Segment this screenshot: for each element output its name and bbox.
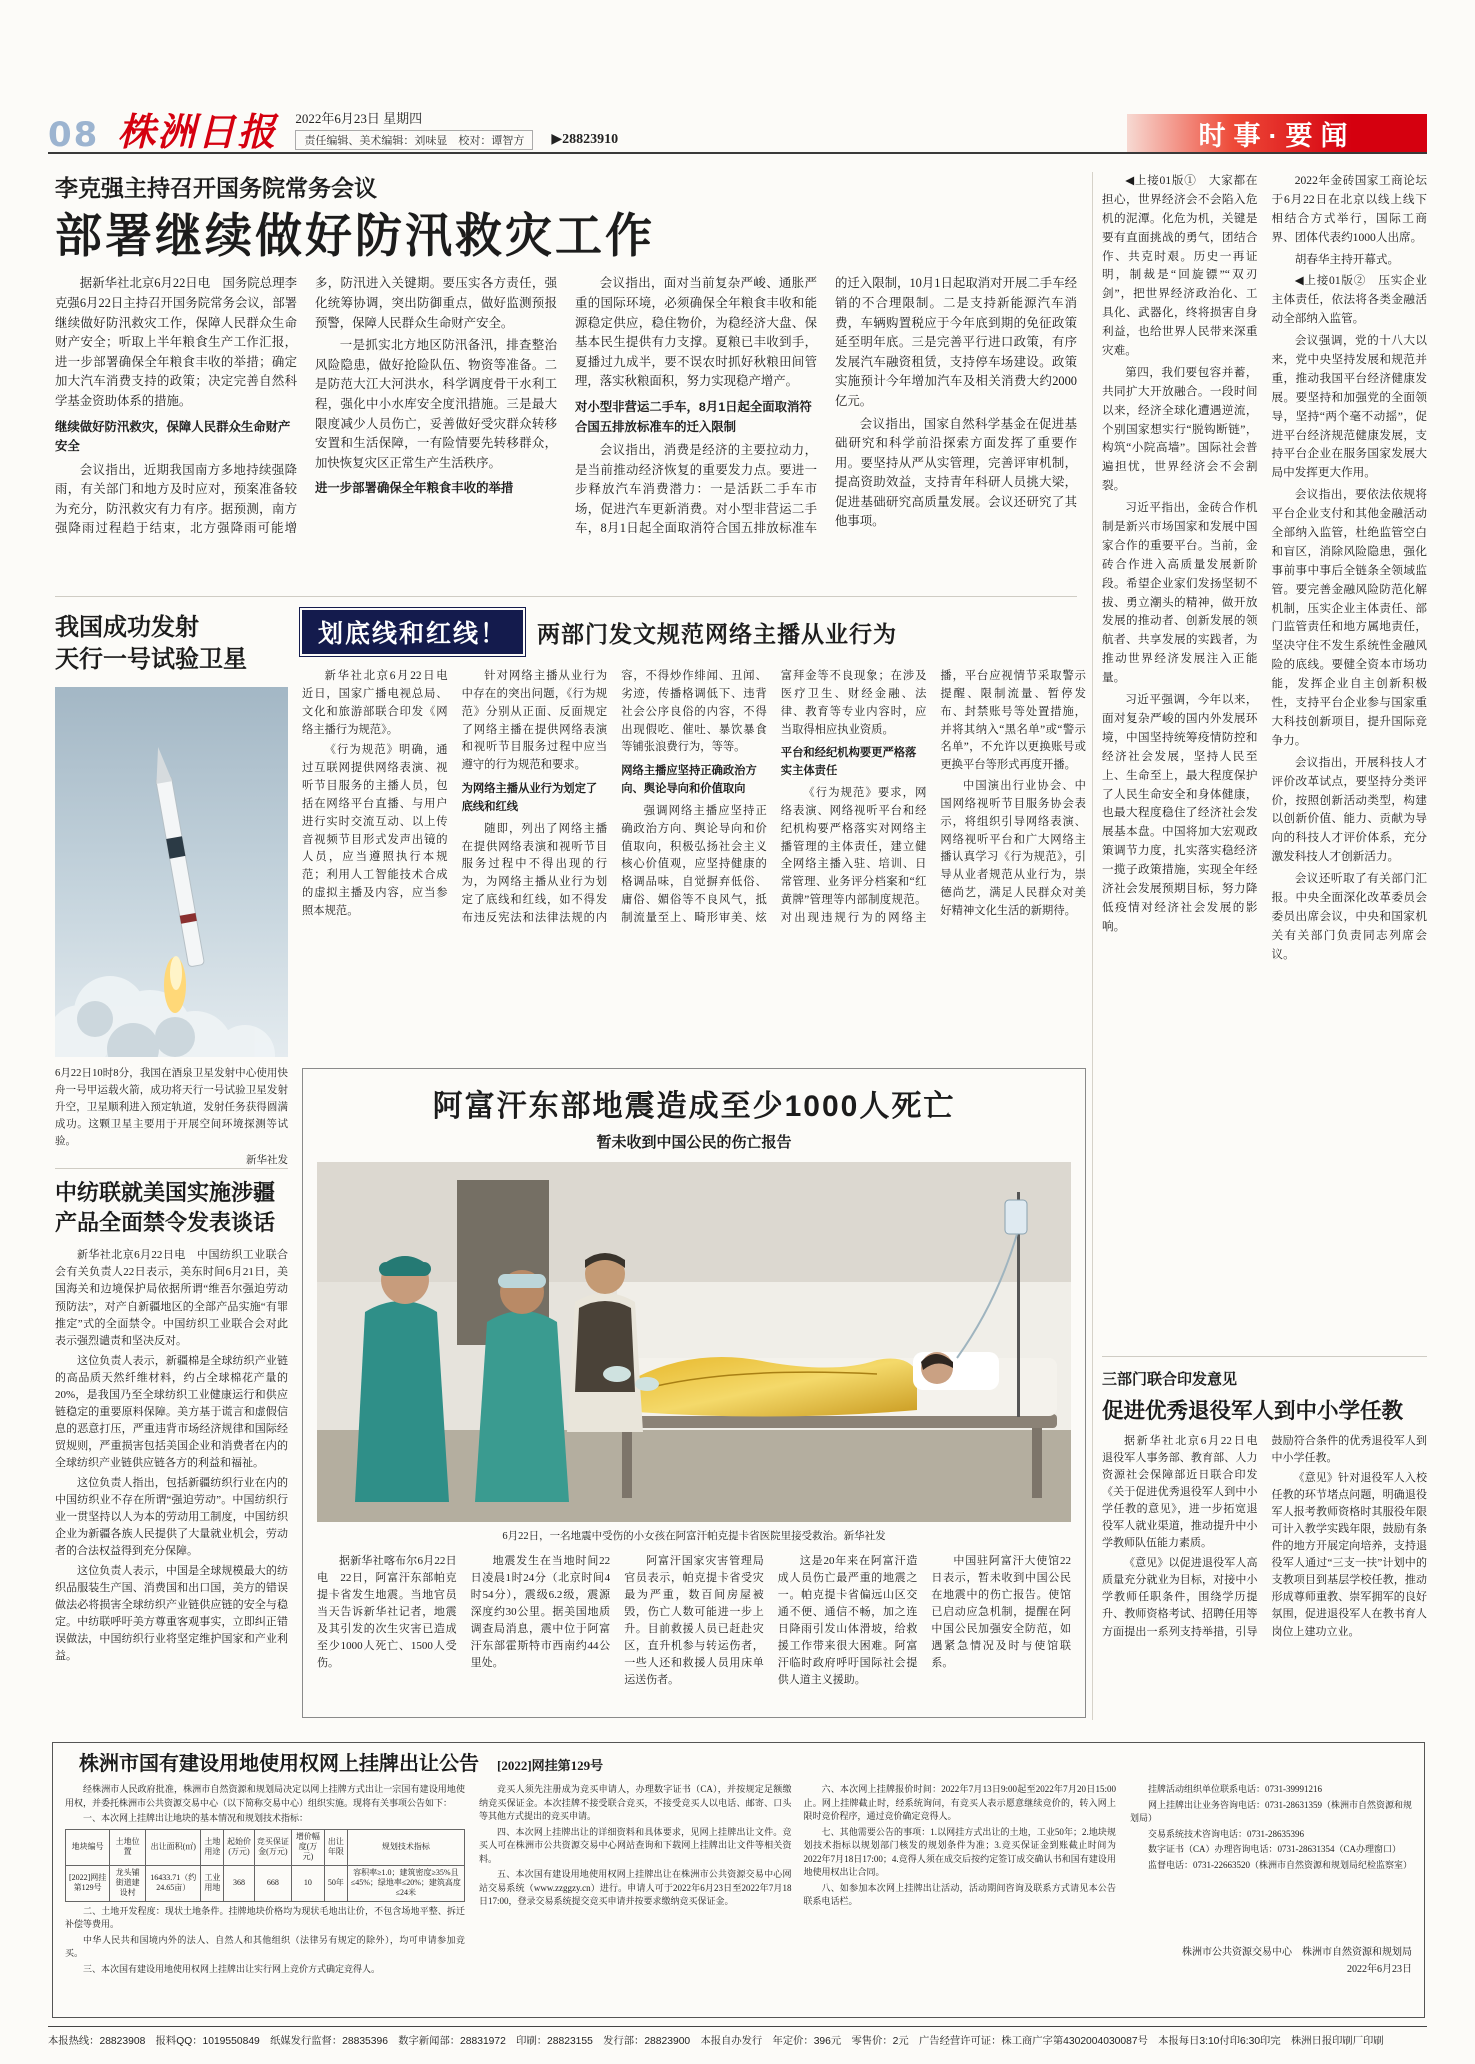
footer-info: 本报热线：28823908 报料QQ：1019550849 纸媒发行监督：28835396 数字新闻部：28831972 印刷：28823155 发行部：28823900 本报自办发行 年定价：396元 零售价：2元 广告经营许可证：株工商广字第4302004030087号 本报每日3:10付印6:30印完 株洲日报印刷厂印刷: [48, 2036, 1384, 2047]
table-cell: 10: [291, 1865, 324, 1901]
article-paragraph: 这位负责人表示，新疆棉是全球纺织产业链的高品质天然纤维材料，约占全球棉花产量的20%，是我国乃至全球纺织工业健康运行和供应链稳定的重要原料保障。美方基于谎言和虚假信息的恶意打压，严重违背市场经济规律和国际经贸规则，严重损害包括美国企业和消费者在内的全球纺织产业链供应链各方的利益和福祉。: [55, 1354, 288, 1469]
notice-title: 株洲市国有建设用地使用权网上挂牌出让公告: [79, 1753, 479, 1775]
article-paragraph: 新华社北京6月22日电 近日，国家广播电视总局、文化和旅游部联合印发《网络主播行为规范》。: [302, 670, 459, 736]
article-paragraph: 会议还听取了有关部门汇报。中央全面深化改革委员会委员出席会议，中央和国家机关有关部门负责同志列席会议。: [1271, 872, 1427, 961]
editor-line: 责任编辑、美术编辑：刘味显 校对：谭智方: [295, 130, 533, 150]
article-paragraph: 强调网络主播应坚持正确政治方向、舆论导向和价值取向，积极弘扬社会主义核心价值观，应坚持健康的格调品味，自觉摒弃低俗、庸俗、媚俗等不良风气，抵制流量至上、畸形审美、炫富拜金等不良现象；在涉及医疗卫生、财经金融、法律、教育等专业内容时，应当取得相应执业资质。: [621, 670, 927, 924]
article-paragraph: 地震发生在当地时间22日凌晨1时24分（北京时间4时54分），震级6.2级，震源深度约30公里。据美国地质调查局消息，震中位于阿富汗东部霍斯特市西南约44公里处。: [470, 1555, 611, 1670]
article-paragraph: 第四，我们要包容并蓄，共同扩大开放融合。一段时间以来，经济全球化遭遇逆流，个别国家想实行“脱钩断链”，构筑“小院高墙”。国际社会普遍担忧，世界经济会不会割裂。: [1102, 365, 1258, 493]
masthead-logo: 株洲日报: [117, 112, 278, 154]
article-paragraph: ◀上接01版① 大家都在担心，世界经济会不会陷入危机的泥潭。化危为机，关键是要有直面挑战的勇气，团结合作、共克时艰。历史一再证明，制裁是“回旋镖”“双刃剑”，把世界经济政治化、工具化、武器化，终将损害自身利益，也给世界人民带来深重灾难。: [1102, 174, 1258, 358]
redline-header: [302, 610, 1086, 654]
article-paragraph: 《行为规范》要求，网络表演、网络视听平台和经纪机构要严格落实对网络主播管理的主体责任，建立健全网络主播入驻、培训、日常管理、业务评分档案和“红黄牌”管理等内部制度规范。对出现违规行为的网络主播，平台应视情节采取警示提醒、限制流量、暂停发布、封禁账号等处置措施，并将其纳入“黑名单”或“警示名单”，不允许以更换账号或更换平台等形式再度开播。: [780, 670, 1086, 924]
article-paragraph: 网上挂牌出让业务咨询电话：0731-28631359（株洲市自然资源和规划局）: [1130, 1799, 1412, 1823]
afghan-subhead: 暂未收到中国公民的伤亡报告: [596, 1134, 792, 1151]
lead-body: [55, 274, 1077, 570]
article-paragraph: 五、本次国有建设用地使用权网上挂牌出让在株洲市公共资源交易中心网站交易系统（www.zzggzy.cn）进行。申请人可于2022年6月23日至2022年7月18日17:00，登录交易系统提交竞买申请并按要求缴纳竞买保证金。: [479, 1869, 792, 1906]
textile-headline-line2: 产品全面禁令发表谈话: [55, 1209, 276, 1235]
notice-contacts: [1130, 1783, 1412, 1874]
table-header-cell: 出让年限: [324, 1829, 347, 1865]
article-subhead: 对小型非营运二手车，8月1日起全面取消符合国五排放标准车的迁入限制: [575, 399, 812, 434]
veterans-headline: 促进优秀退役军人到中小学任教: [1102, 1399, 1404, 1423]
afghan-article: [302, 1068, 1086, 1718]
table-cell: 50年: [324, 1865, 347, 1901]
article-paragraph: 胡春华主持开幕式。: [1294, 252, 1400, 266]
article-paragraph: 一是抓实北方地区防汛备汛，排查整治风险隐患，做好抢险队伍、物资等准备。二是防范大江大河洪水，科学调度骨干水利工程，强化中小水库安全度汛措施。三是最大限度减少人员伤亡，妥善做好受灾群众转移安置和生活保障，一有险情要先转移群众，加快恢复灾区正常生产生活秩序。: [315, 338, 557, 470]
photo-caption: 6月22日10时8分，我国在酒泉卫星发射中心使用快舟一号甲运载火箭，成功将天行一号试验卫星发射升空，卫星顺利进入预定轨道，发射任务获得圆满成功。这颗卫星主要用于开展空间环境探测等试验。: [55, 1067, 288, 1147]
notice-signature-date: 2022年6月23日: [1347, 1964, 1412, 1976]
article-paragraph: 随即，列出了网络主播在提供网络表演和视听节目服务过程中不得出现的行为，为网络主播从业行为划定了底线和红线，如不得发布违反宪法和法律法规的内容，不得炒作绯闻、丑闻、劣迹，传播格调低下、违背社会公序良俗的内容，不得出现假吃、催吐、暴饮暴食等铺张浪费行为，等等。: [461, 670, 767, 924]
article-paragraph: 阿富汗国家灾害管理局官员表示，帕克提卡省受灾最为严重，数百间房屋被毁，伤亡人数可能进一步上升。目前救援人员已赶赴灾区，直升机参与转运伤者，一些人还和救援人员用床单运送伤者。: [624, 1555, 764, 1687]
divider: [1092, 172, 1093, 1720]
article-paragraph: 七、其他需要公告的事项：1.以网挂方式出让的土地，工业50年；2.地块规划技术指标以规划部门核发的规划条件为准；3.竞买保证金到账截止时间为2022年7月18日17:00；4.竞得人须在成交后按约定签订成交确认书和国有建设用地使用权出让合同。: [803, 1826, 1116, 1877]
article-paragraph: 会议指出，消费是经济的主要拉动力，是当前推动经济恢复的重要发力点。要进一步释放汽车消费潜力：一是活跃二手车市场，促进汽车更新消费。对小型非营运二手车，8月1日起全面取消符合国五排放标准车的迁入限制，10月1日起取消对开展二手车经销的不合理限制。二是支持新能源汽车消费，车辆购置税应于今年底到期的免征政策延至明年底。三是完善平行进口政策，有序发展汽车融资租赁，支持停车场建设。政策实施预计今年增加汽车及相关消费大约2000亿元。: [575, 276, 1077, 536]
textile-article: [55, 1178, 288, 1720]
redline-title: 两部门发文规范网络主播从业行为: [537, 620, 898, 647]
article-paragraph: 这是20年来在阿富汗造成人员伤亡最严重的地震之一。帕克提卡省偏远山区交通不便、通信不畅，加之连日降雨引发山体滑坡，给救援工作带来很大困难。阿富汗临时政府呼吁国际社会提供人道主义援助。: [777, 1555, 918, 1687]
article-paragraph: 经株洲市人民政府批准，株洲市自然资源和规划局决定以网上挂牌方式出让一宗国有建设用地使用权，并委托株洲市公共资源交易中心（以下简称交易中心）组织实施。现将有关事项公告如下：: [65, 1784, 465, 1808]
article-paragraph: 会议指出，面对当前复杂严峻、通胀严重的国际环境，必须确保全年粮食丰收和能源稳定供应，稳住物价，为稳经济大盘、保基本民生提供有力支撑。夏粮已丰收到手，夏播过九成半，要不误农时抓好秋粮田间管理，落实秋粮面积，努力实现稳产增产。: [575, 276, 817, 389]
date-line: 2022年6月23日 星期四: [295, 111, 423, 126]
article-paragraph: 中国驻阿富汗大使馆22日表示，暂未收到中国公民在地震中的伤亡报告。使馆已启动应急机制，提醒在阿中国公民加强安全防范，如遇紧急情况及时与使馆联系。: [931, 1555, 1071, 1670]
article-paragraph: 这位负责人指出，包括新疆纺织行业在内的中国纺织业不存在所谓“强迫劳动”。中国纺织行业一贯坚持以人为本的劳动用工制度，中国纺织企业为新疆各族人民提供了大量就业机会，劳动者的合法权益得到充分保障。: [55, 1476, 288, 1558]
article-paragraph: 八、如参加本次网上挂牌出让活动，活动期间咨询及联系方式请见本公告联系电话栏。: [803, 1882, 1116, 1906]
notice-titlebar: [65, 1749, 1412, 1779]
notice-signature: [1130, 1944, 1412, 1978]
rocket-launch-photo: [55, 687, 288, 1057]
article-paragraph: 中华人民共和国境内外的法人、自然人和其他组织（法律另有规定的除外），均可申请参加竞买。: [65, 1934, 465, 1959]
article-paragraph: 中国演出行业协会、中国网络视听节目服务协会表示，将组织引导网络表演、网络视听平台和广大网络主播认真学习《行为规范》，引导从业者规范从业行为，崇德尚艺，满足人民群众对美好精神文化生活的新期待。: [940, 780, 1086, 917]
table-header-cell: 规划技术指标: [347, 1829, 464, 1865]
article-paragraph: 一、本次网上挂牌出让地块的基本情况和规划技术指标：: [83, 1813, 309, 1823]
veterans-kicker: 三部门联合印发意见: [1102, 1371, 1238, 1388]
article-paragraph: 会议指出，开展科技人才评价改革试点，要坚持分类评价，按照创新活动类型，构建以创新价值、能力、贡献为导向的科技人才评价体系，充分激发科技人才创新活力。: [1271, 755, 1427, 864]
header-info: [295, 108, 533, 152]
article-paragraph: 习近平指出，金砖合作机制是新兴市场国家和发展中国家合作的重要平台。当前，金砖合作进入高质量发展新阶段。希望企业家们发扬坚韧不拔、勇立潮头的精神，做开放发展的推动者、创新发展的领航者、共享发展的实践者，为推动世界经济发展注入正能量。: [1102, 501, 1258, 685]
notice-body: [65, 1783, 1412, 1978]
table-header-cell: 出让面积(㎡): [146, 1829, 201, 1865]
lead-article: [55, 170, 1077, 570]
hotline-number: ▶28823910: [551, 132, 619, 147]
table-cell: [2022]网挂第129号: [66, 1865, 110, 1901]
table-cell: 16433.71（约24.65亩）: [146, 1865, 201, 1901]
article-subhead: 继续做好防汛救灾，保障人民群众生命财产安全: [55, 419, 291, 454]
article-paragraph: 这位负责人表示，中国是全球规模最大的纺织品服装生产国、消费国和出口国，美方的错误做法必将损害全球纺织产业链供应链的安全与稳定。中纺联呼吁美方尊重客观事实，立即纠正错误做法，中国纺织行业将坚定维护国家和产业利益。: [55, 1565, 288, 1663]
article-paragraph: 《行为规范》明确，通过互联网提供网络表演、视听节目服务的主播人员，包括在网络平台直播、与用户进行实时交流互动、以上传音视频节目形式发声出镜的人员，应当遵照执行本规范；利用人工智能技术合成的虚拟主播及内容，应当参照本规范。: [302, 744, 448, 917]
article-paragraph: 《意见》以促进退役军人高质量充分就业为目标，对接中小学教师任职条件，围绕学历提升、教师资格考试、招聘任用等方面提出一系列支持举措，引导鼓励符合条件的优秀退役军人到中小学任教。: [1102, 1435, 1427, 1638]
satellite-headline-line1: 我国成功发射: [55, 614, 199, 641]
article-paragraph: 针对网络主播从业行为中存在的突出问题，《行为规范》分别从正面、反面规定了网络主播在提供网络表演和视听节目服务过程中应当遵守的行为规范和要求。: [461, 670, 608, 772]
notice-column-b: [479, 1783, 1116, 1978]
article-paragraph: 三、本次国有建设用地使用权网上挂牌出让实行网上竞价方式确定竞得人。: [83, 1963, 381, 1974]
redline-body: [302, 668, 1086, 1060]
table-header-cell: 起始价(万元): [224, 1829, 255, 1865]
section-banner: 时事·要闻: [1127, 114, 1427, 152]
afghan-body: [317, 1553, 1071, 1701]
notice-terms: [65, 1905, 465, 1977]
article-paragraph: 会议指出，要依法依规将平台企业支付和其他金融活动全部纳入监管，杜绝监管空白和盲区，消除风险隐患，强化事前事中事后全链条全领域监管。要完善金融风险防范化解机制，压实企业主体责任、部门监管责任和地方属地责任，坚决守住不发生系统性金融风险的底线。要健全资本市场功能，发挥企业自主创新积极性，支持平台企业参与国家重大科技创新项目，提升国际竞争力。: [1271, 488, 1427, 747]
hospital-treatment-photo: [317, 1162, 1071, 1522]
divider: [55, 596, 1077, 597]
article-paragraph: 数字证书（CA）办理咨询电话：0731-28631354（CA办理窗口）: [1148, 1844, 1402, 1854]
article-paragraph: 二、土地开发程度：现状土地条件。挂牌地块价格均为现状毛地出让价，不包含场地平整、拆迁补偿等费用。: [65, 1905, 465, 1930]
notice-signature-org: 株洲市公共资源交易中心 株洲市自然资源和规划局: [1182, 1947, 1412, 1959]
jump-articles: [1102, 172, 1427, 1342]
article-subhead: 网络主播应坚持正确政治方向、舆论导向和价值取向: [621, 765, 757, 796]
article-paragraph: 四、本次网上挂牌出让的详细资料和具体要求，见网上挂牌出让文件。竞买人可在株洲市公共资源交易中心网站查询和下载网上挂牌出让文件等相关资料。: [479, 1826, 792, 1864]
article-paragraph: 挂牌活动组织单位联系电话：0731-39991216: [1148, 1784, 1322, 1794]
article-paragraph: 交易系统技术咨询电话：0731-28635396: [1148, 1828, 1304, 1839]
notice-column-c: [1130, 1783, 1412, 1978]
article-paragraph: 《意见》针对退役军人入校任教的环节堵点问题，明确退役军人报考教师资格时其服役年限可计入教学实践年限，鼓励有条件的地方开展定向培养，支持退役军人通过“三支一扶”计划中的支教项目到基层学校任教，推动形成尊师重教、崇军拥军的良好氛围，促进退役军人在教书育人岗位上建功立业。: [1271, 1472, 1427, 1638]
veterans-article: [1102, 1368, 1427, 1720]
table-header-cell: 土地用途: [201, 1829, 224, 1865]
divider: [55, 1168, 288, 1169]
article-paragraph: 监督电话：0731-22663520（株洲市自然资源和规划局纪检监察室）: [1148, 1859, 1412, 1870]
article-paragraph: 据新华社喀布尔6月22日电 22日，阿富汗东部帕克提卡省发生地震。当地官员当天告诉新华社记者，地震及其引发的次生灾害已造成至少1000人死亡、1500人受伤。: [317, 1555, 457, 1670]
land-auction-notice: [52, 1742, 1425, 2018]
notice-table-header-row: [66, 1829, 465, 1865]
notice-doc-number: [2022]网挂第129号: [497, 1758, 604, 1773]
article-paragraph: 六、本次网上挂牌报价时间：2022年7月13日9:00起至2022年7月20日15:00止。网上挂牌截止时，经系统询问，有竞买人表示愿意继续竞价的，转入网上限时竞价程序，通过竞价确定竞得人。: [803, 1784, 1116, 1821]
table-cell: 容积率≥1.0；建筑密度≥35%且≤45%；绿地率≤20%；建筑高度≤24米: [347, 1865, 464, 1901]
page-footer: [48, 2026, 1427, 2047]
lead-headline: 部署继续做好防汛救灾工作: [55, 209, 655, 262]
notice-table: [65, 1829, 465, 1902]
table-cell: 668: [254, 1865, 291, 1901]
article-paragraph: 会议指出，国家自然科学基金在促进基础研究和科学前沿探索方面发挥了重要作用。要坚持从严从实管理，完善评审机制，提高资助效益，支持青年科研人员挑大梁，促进基础研究高质量发展。会议还研究了其他事项。: [835, 416, 1077, 529]
article-subhead: 进一步部署确保全年粮食丰收的举措: [315, 481, 514, 496]
article-paragraph: 习近平强调，今年以来，面对复杂严峻的国内外发展环境，中国坚持统筹疫情防控和经济社会发展，坚持人民至上、生命至上，最大程度保护了人民生命安全和身体健康，也最大程度稳住了经济社会发展基本盘。中国将加大宏观政策调节力度，扎实落实稳经济一揽子政策措施，实现全年经济社会发展预期目标，努力降低疫情对经济社会发展的影响。: [1102, 693, 1258, 933]
table-header-cell: 土地位置: [110, 1829, 146, 1865]
table-cell: 368: [224, 1865, 255, 1901]
page-header: [48, 100, 1427, 154]
article-paragraph: 会议强调，党的十八大以来，党中央坚持发展和规范并重，推动我国平台经济健康发展。要坚持和加强党的全面领导，坚持“两个毫不动摇”，促进平台经济规范健康发展，支持平台企业在服务国家发展大局中发挥更大作用。: [1271, 334, 1427, 480]
satellite-headline: [55, 612, 288, 677]
table-cell: 工业用地: [201, 1865, 224, 1901]
headline-box: 划底线和红线！: [302, 610, 523, 654]
lead-kicker: 李克强主持召开国务院常务会议: [55, 175, 377, 201]
article-paragraph: 会议指出，近期我国南方多地持续强降雨，有关部门和地方及时应对，预案准备较为充分，防汛救灾有力有序。据预测，南方强降雨过程趋于结束，北方强降雨可能增多，防汛进入关键期。要压实各方责任，强化统筹协调，突出防御重点，做好监测预报预警，保障人民群众生命财产安全。: [55, 276, 557, 536]
article-paragraph: 新华社北京6月22日电 中国纺织工业联合会有关负责人22日表示，美东时间6月21日，美国海关和边境保护局依据所谓“维吾尔强迫劳动预防法”，对产自新疆地区的全部产品实施“有罪推定”式的全面禁令。中国纺织工业联合会对此表示强烈谴责和坚决反对。: [55, 1249, 288, 1347]
textile-body: [55, 1247, 288, 1665]
photo-credit: 新华社发: [246, 1154, 288, 1166]
divider: [1102, 1356, 1427, 1357]
redline-article: [302, 610, 1086, 1060]
satellite-headline-line2: 天行一号试验卫星: [55, 646, 247, 674]
article-subhead: 为网络主播从业行为划定了底线和红线: [461, 783, 598, 813]
page-number: 08: [48, 115, 100, 155]
article-paragraph: 2022年金砖国家工商论坛于6月22日在北京以线上线下相结合方式举行，国际工商界、团体代表约1000人出席。: [1271, 174, 1427, 244]
table-header-cell: 增价幅度(万元): [291, 1829, 324, 1865]
article-paragraph: ◀上接01版② 压实企业主体责任，依法将各类金融活动全部纳入监管。: [1271, 274, 1427, 326]
afghan-headline: 阿富汗东部地震造成至少1000人死亡: [432, 1090, 956, 1123]
veterans-body: [1102, 1433, 1427, 1705]
article-paragraph: 据新华社北京6月22日电 退役军人事务部、教育部、人力资源社会保障部近日联合印发《关于促进优秀退役军人到中小学任教的意见》，进一步拓宽退役军人就业渠道，推动提升中小学教师队伍能力素质。: [1102, 1435, 1269, 1550]
notice-table-data-row: [66, 1865, 465, 1901]
table-cell: 龙头铺街道建设村: [110, 1865, 146, 1901]
satellite-article: [55, 612, 288, 1167]
table-header-cell: 竞买保证金(万元): [254, 1829, 291, 1865]
textile-headline-line1: 中纺联就美国实施涉疆: [55, 1180, 276, 1205]
notice-intro: [65, 1783, 465, 1826]
article-paragraph: 竞买人须先注册成为竞买申请人，办理数字证书（CA），并按规定足额缴纳竞买保证金。本次挂牌不接受联合竞买，不接受竞买人以电话、邮寄、口头等其他方式提出的竞买申请。: [479, 1784, 792, 1821]
article-paragraph: 据新华社北京6月22日电 国务院总理李克强6月22日主持召开国务院常务会议，部署继续做好防汛救灾工作，保障人民群众生命财产安全；听取上半年粮食生产工作汇报，进一步部署确保全年粮食丰收的举措；确定加大汽车消费支持的政策；决定完善自然科学基金资助体系的措施。: [55, 276, 297, 408]
photo-caption: 6月22日，一名地震中受伤的小女孩在阿富汗帕克提卡省医院里接受救治。新华社发: [502, 1531, 886, 1542]
textile-headline: [55, 1178, 288, 1237]
table-header-cell: 地块编号: [66, 1829, 110, 1865]
notice-column-a: [65, 1783, 465, 1978]
article-subhead: 平台和经纪机构要更严格落实主体责任: [780, 747, 917, 778]
